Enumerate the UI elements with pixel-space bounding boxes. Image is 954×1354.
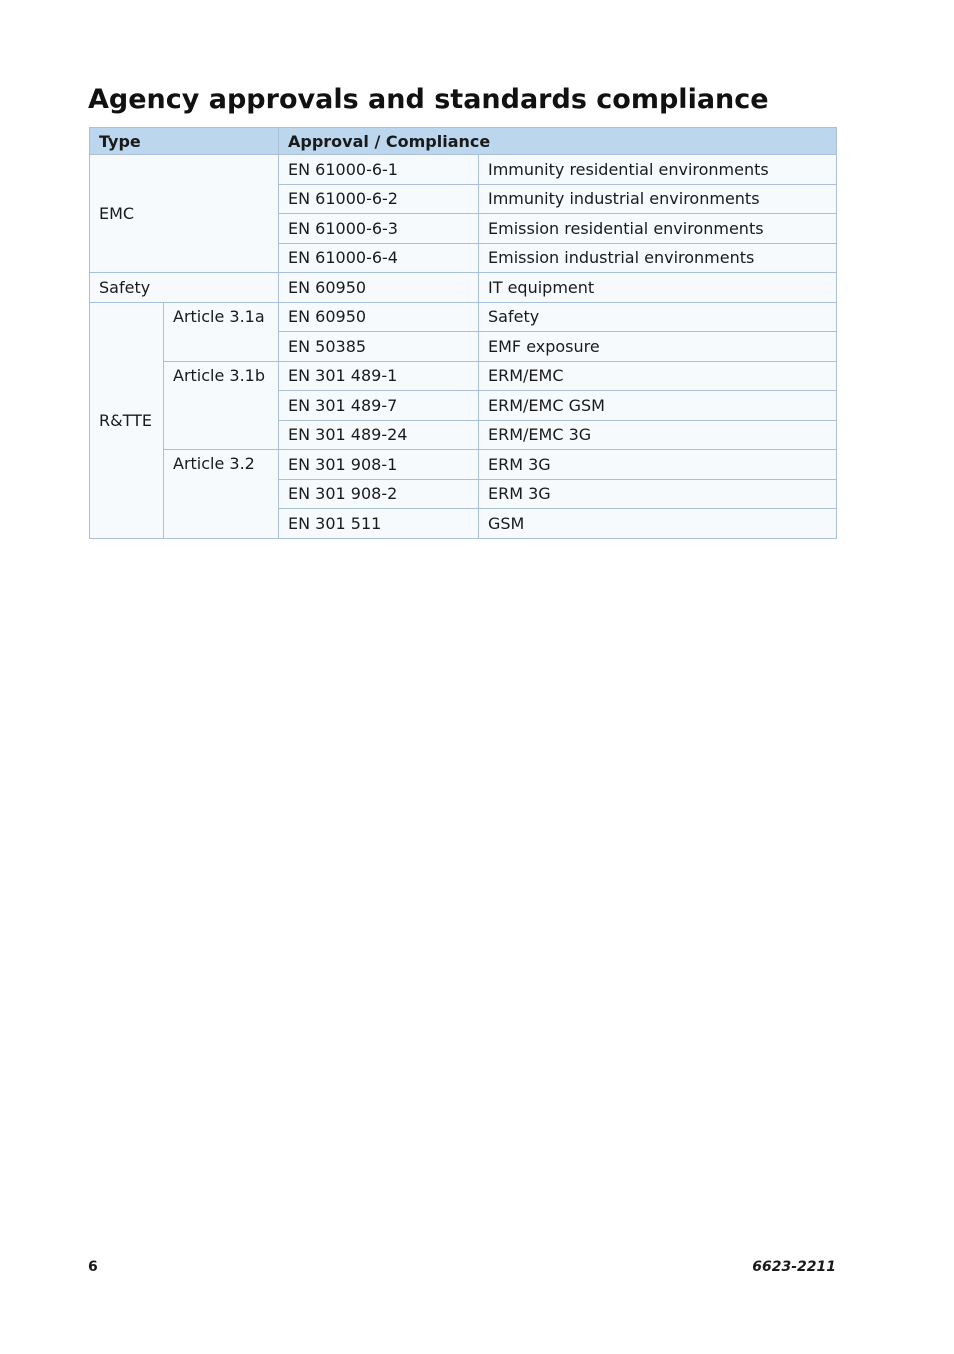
standard-cell: EN 301 908-2 <box>279 479 479 509</box>
table-row <box>90 450 837 480</box>
description-cell: ERM 3G <box>479 479 837 509</box>
description-cell: ERM 3G <box>479 450 837 480</box>
article-cell: Article 3.1a <box>164 302 279 361</box>
description-cell: GSM <box>479 509 837 539</box>
standard-cell: EN 301 489-1 <box>279 361 479 391</box>
standard-cell: EN 60950 <box>279 273 479 303</box>
description-cell: Immunity residential environments <box>479 155 837 185</box>
description-cell: Emission residential environments <box>479 214 837 244</box>
standard-cell: EN 301 489-24 <box>279 420 479 450</box>
standard-cell: EN 61000-6-1 <box>279 155 479 185</box>
table-row <box>90 302 837 332</box>
standard-cell: EN 50385 <box>279 332 479 362</box>
standard-cell: EN 301 908-1 <box>279 450 479 480</box>
article-cell: Article 3.2 <box>164 450 279 539</box>
table-header-row <box>90 128 837 155</box>
description-cell: IT equipment <box>479 273 837 303</box>
description-cell: ERM/EMC <box>479 361 837 391</box>
table-row <box>90 273 837 303</box>
standard-cell: EN 301 511 <box>279 509 479 539</box>
document-number: 6623-2211 <box>752 1259 836 1275</box>
header-type: Type <box>90 128 279 155</box>
type-cell-rtte: R&TTE <box>90 302 164 538</box>
description-cell: Emission industrial environments <box>479 243 837 273</box>
header-approval: Approval / Compliance <box>279 128 837 155</box>
description-cell: ERM/EMC GSM <box>479 391 837 421</box>
type-cell-emc: EMC <box>90 155 279 273</box>
description-cell: EMF exposure <box>479 332 837 362</box>
type-cell-safety: Safety <box>90 273 279 303</box>
article-cell: Article 3.1b <box>164 361 279 450</box>
page-number: 6 <box>88 1259 98 1275</box>
standard-cell: EN 61000-6-2 <box>279 184 479 214</box>
table-row <box>90 155 837 185</box>
standard-cell: EN 301 489-7 <box>279 391 479 421</box>
page-title: Agency approvals and standards compliance <box>88 84 769 115</box>
standard-cell: EN 61000-6-4 <box>279 243 479 273</box>
approvals-table <box>89 127 837 539</box>
table-row <box>90 361 837 391</box>
standard-cell: EN 61000-6-3 <box>279 214 479 244</box>
standard-cell: EN 60950 <box>279 302 479 332</box>
description-cell: Safety <box>479 302 837 332</box>
description-cell: ERM/EMC 3G <box>479 420 837 450</box>
description-cell: Immunity industrial environments <box>479 184 837 214</box>
